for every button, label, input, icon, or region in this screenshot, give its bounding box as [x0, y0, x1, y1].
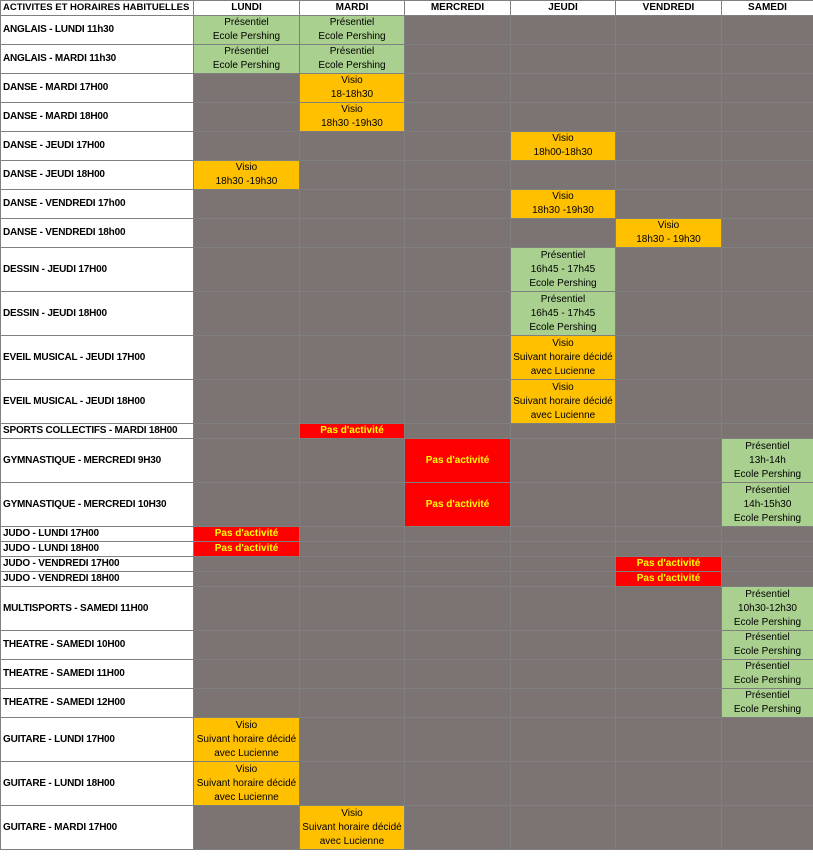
no-activity-cell — [405, 439, 511, 483]
empty-cell — [405, 660, 511, 689]
empty-cell — [722, 762, 813, 806]
cell-line: Suivant horaire décidé — [513, 351, 613, 363]
cell-line: Pas d'activité — [425, 498, 490, 510]
empty-cell — [405, 132, 511, 161]
visio-cell — [194, 161, 300, 190]
empty-cell — [511, 103, 616, 132]
cell-line: Ecole Pershing — [318, 60, 386, 71]
activity-label: ANGLAIS - MARDI 11h30 — [1, 45, 194, 74]
empty-cell — [722, 190, 813, 219]
empty-cell — [194, 572, 300, 587]
empty-cell — [300, 161, 405, 190]
empty-cell — [405, 380, 511, 424]
empty-cell — [722, 557, 813, 572]
empty-cell — [616, 483, 722, 527]
cell-line: 16h45 - 17h45 — [530, 263, 596, 275]
cell-line: avec Lucienne — [214, 747, 279, 759]
empty-cell — [194, 631, 300, 660]
cell-line: Visio — [552, 133, 574, 144]
empty-cell — [405, 190, 511, 219]
day-header-lundi: LUNDI — [194, 1, 300, 16]
activity-label: THEATRE - SAMEDI 10H00 — [1, 631, 194, 660]
empty-cell — [616, 587, 722, 631]
presentiel-cell — [722, 660, 813, 689]
empty-cell — [300, 527, 405, 542]
cell-line: Présentiel — [745, 690, 790, 701]
visio-cell — [511, 132, 616, 161]
empty-cell — [194, 103, 300, 132]
empty-cell — [405, 161, 511, 190]
table-row — [1, 527, 813, 542]
cell-line: Ecole Pershing — [212, 31, 281, 42]
cell-line: Pas d'activité — [636, 573, 701, 584]
header-row — [1, 1, 813, 16]
empty-cell — [194, 806, 300, 850]
activity-label: DESSIN - JEUDI 17H00 — [1, 248, 194, 292]
empty-cell — [616, 336, 722, 380]
empty-cell — [616, 103, 722, 132]
empty-cell — [511, 557, 616, 572]
activity-label: DESSIN - JEUDI 18H00 — [1, 292, 194, 336]
cell-line: Suivant horaire décidé — [513, 395, 613, 407]
cell-line: Présentiel — [224, 17, 269, 28]
empty-cell — [405, 557, 511, 572]
empty-cell — [722, 424, 813, 439]
empty-cell — [300, 572, 405, 587]
empty-cell — [194, 424, 300, 439]
empty-cell — [616, 631, 722, 660]
visio-cell — [511, 190, 616, 219]
empty-cell — [616, 762, 722, 806]
empty-cell — [511, 527, 616, 542]
day-header-jeudi: JEUDI — [511, 1, 616, 16]
cell-line: 16h45 - 17h45 — [530, 307, 596, 319]
visio-cell — [300, 103, 405, 132]
empty-cell — [194, 587, 300, 631]
presentiel-cell — [722, 439, 813, 483]
activity-label: GYMNASTIQUE - MERCREDI 10H30 — [1, 483, 194, 527]
header-activities: ACTIVITES ET HORAIRES HABITUELLES — [1, 1, 194, 16]
empty-cell — [722, 74, 813, 103]
empty-cell — [511, 74, 616, 103]
cell-line: Ecole Pershing — [733, 675, 802, 686]
empty-cell — [194, 439, 300, 483]
activity-label: EVEIL MUSICAL - JEUDI 18H00 — [1, 380, 194, 424]
activity-label: JUDO - LUNDI 18H00 — [1, 542, 194, 557]
empty-cell — [300, 380, 405, 424]
table-row — [1, 587, 813, 631]
empty-cell — [194, 248, 300, 292]
empty-cell — [194, 689, 300, 718]
cell-line: 18h30 - 19h30 — [636, 234, 701, 245]
activity-label: GUITARE - MARDI 17H00 — [1, 806, 194, 850]
cell-line: avec Lucienne — [214, 791, 279, 803]
empty-cell — [300, 219, 405, 248]
table-row — [1, 424, 813, 439]
day-header-mardi: MARDI — [300, 1, 405, 16]
presentiel-cell — [194, 16, 300, 45]
empty-cell — [722, 380, 813, 424]
empty-cell — [511, 587, 616, 631]
cell-line: Visio — [341, 75, 363, 86]
empty-cell — [194, 380, 300, 424]
empty-cell — [616, 292, 722, 336]
presentiel-cell — [722, 483, 813, 527]
empty-cell — [722, 718, 813, 762]
empty-cell — [511, 631, 616, 660]
cell-line: Présentiel — [745, 588, 790, 600]
visio-cell — [300, 74, 405, 103]
empty-cell — [616, 74, 722, 103]
table-row — [1, 161, 813, 190]
empty-cell — [511, 660, 616, 689]
empty-cell — [722, 806, 813, 850]
cell-line: Ecole Pershing — [733, 512, 802, 524]
empty-cell — [616, 161, 722, 190]
cell-line: 18h30 -19h30 — [532, 205, 594, 216]
day-header-vendredi: VENDREDI — [616, 1, 722, 16]
empty-cell — [300, 190, 405, 219]
empty-cell — [511, 689, 616, 718]
empty-cell — [405, 45, 511, 74]
table-row — [1, 689, 813, 718]
cell-line: Présentiel — [540, 249, 586, 261]
cell-line: Présentiel — [540, 293, 586, 305]
empty-cell — [405, 336, 511, 380]
empty-cell — [722, 132, 813, 161]
empty-cell — [511, 16, 616, 45]
activity-label: EVEIL MUSICAL - JEUDI 17H00 — [1, 336, 194, 380]
empty-cell — [616, 424, 722, 439]
cell-line: Pas d'activité — [214, 528, 279, 539]
no-activity-cell — [616, 557, 722, 572]
activity-label: GUITARE - LUNDI 18H00 — [1, 762, 194, 806]
empty-cell — [194, 557, 300, 572]
empty-cell — [722, 542, 813, 557]
empty-cell — [194, 132, 300, 161]
table-row — [1, 483, 813, 527]
cell-line: Visio — [341, 807, 363, 819]
empty-cell — [405, 806, 511, 850]
presentiel-cell — [300, 16, 405, 45]
no-activity-cell — [194, 527, 300, 542]
visio-cell — [300, 806, 405, 850]
visio-cell — [511, 336, 616, 380]
empty-cell — [722, 219, 813, 248]
empty-cell — [405, 292, 511, 336]
cell-line: avec Lucienne — [319, 835, 385, 847]
table-row — [1, 557, 813, 572]
empty-cell — [405, 424, 511, 439]
empty-cell — [616, 190, 722, 219]
visio-cell — [194, 762, 300, 806]
cell-line: Présentiel — [745, 661, 790, 672]
table-row — [1, 762, 813, 806]
cell-line: Visio — [657, 220, 680, 231]
table-row — [1, 336, 813, 380]
empty-cell — [300, 439, 405, 483]
empty-cell — [511, 806, 616, 850]
cell-line: Ecole Pershing — [733, 468, 802, 480]
table-row — [1, 439, 813, 483]
empty-cell — [405, 762, 511, 806]
empty-cell — [616, 380, 722, 424]
empty-cell — [616, 248, 722, 292]
cell-line: Pas d'activité — [636, 558, 701, 569]
empty-cell — [405, 103, 511, 132]
activity-label: DANSE - JEUDI 18H00 — [1, 161, 194, 190]
empty-cell — [300, 631, 405, 660]
activity-label: JUDO - LUNDI 17H00 — [1, 527, 194, 542]
empty-cell — [405, 219, 511, 248]
empty-cell — [300, 587, 405, 631]
cell-line: Visio — [552, 337, 574, 349]
empty-cell — [722, 161, 813, 190]
activity-label: DANSE - VENDREDI 17h00 — [1, 190, 194, 219]
day-header-samedi: SAMEDI — [722, 1, 813, 16]
empty-cell — [405, 631, 511, 660]
empty-cell — [722, 248, 813, 292]
table-row — [1, 542, 813, 557]
activity-label: JUDO - VENDREDI 18H00 — [1, 572, 194, 587]
cell-line: Ecole Pershing — [733, 646, 802, 657]
empty-cell — [194, 219, 300, 248]
table-row — [1, 572, 813, 587]
visio-cell — [616, 219, 722, 248]
table-row — [1, 16, 813, 45]
cell-line: Présentiel — [745, 440, 790, 452]
empty-cell — [300, 762, 405, 806]
cell-line: 18h30 -19h30 — [215, 176, 278, 187]
empty-cell — [616, 45, 722, 74]
cell-line: Ecole Pershing — [212, 60, 281, 71]
cell-line: Visio — [552, 191, 574, 202]
empty-cell — [300, 132, 405, 161]
empty-cell — [616, 439, 722, 483]
cell-line: Présentiel — [329, 46, 375, 57]
table-row — [1, 132, 813, 161]
empty-cell — [300, 292, 405, 336]
cell-line: Pas d'activité — [214, 543, 279, 554]
table-row — [1, 74, 813, 103]
cell-line: Visio — [235, 162, 258, 173]
cell-line: Suivant horaire décidé — [196, 733, 297, 745]
empty-cell — [300, 248, 405, 292]
empty-cell — [722, 572, 813, 587]
presentiel-cell — [194, 45, 300, 74]
empty-cell — [405, 587, 511, 631]
cell-line: Visio — [341, 104, 363, 115]
empty-cell — [300, 660, 405, 689]
empty-cell — [194, 190, 300, 219]
table-row — [1, 380, 813, 424]
empty-cell — [722, 16, 813, 45]
visio-cell — [194, 718, 300, 762]
empty-cell — [722, 103, 813, 132]
presentiel-cell — [722, 631, 813, 660]
empty-cell — [194, 660, 300, 689]
no-activity-cell — [616, 572, 722, 587]
empty-cell — [511, 572, 616, 587]
activity-label: DANSE - VENDREDI 18h00 — [1, 219, 194, 248]
empty-cell — [511, 542, 616, 557]
empty-cell — [194, 292, 300, 336]
cell-line: Ecole Pershing — [318, 31, 386, 42]
visio-cell — [511, 380, 616, 424]
empty-cell — [300, 689, 405, 718]
empty-cell — [511, 762, 616, 806]
activity-label: SPORTS COLLECTIFS - MARDI 18H00 — [1, 424, 194, 439]
cell-line: 18h30 -19h30 — [321, 118, 383, 129]
schedule-body — [1, 16, 813, 850]
activity-label: ANGLAIS - LUNDI 11h30 — [1, 16, 194, 45]
cell-line: Visio — [552, 381, 574, 393]
cell-line: Ecole Pershing — [529, 321, 597, 333]
empty-cell — [194, 483, 300, 527]
table-row — [1, 45, 813, 74]
activity-label: DANSE - JEUDI 17H00 — [1, 132, 194, 161]
cell-line: 10h30-12h30 — [738, 602, 797, 614]
activity-label: GUITARE - LUNDI 17H00 — [1, 718, 194, 762]
cell-line: 13h-14h — [749, 454, 786, 466]
activity-label: GYMNASTIQUE - MERCREDI 9H30 — [1, 439, 194, 483]
empty-cell — [300, 718, 405, 762]
empty-cell — [511, 718, 616, 762]
table-row — [1, 219, 813, 248]
empty-cell — [511, 161, 616, 190]
cell-line: Visio — [235, 719, 258, 731]
activity-label: DANSE - MARDI 17H00 — [1, 74, 194, 103]
cell-line: Ecole Pershing — [733, 616, 802, 628]
empty-cell — [511, 483, 616, 527]
empty-cell — [616, 660, 722, 689]
no-activity-cell — [300, 424, 405, 439]
table-row — [1, 190, 813, 219]
empty-cell — [300, 542, 405, 557]
empty-cell — [511, 45, 616, 74]
no-activity-cell — [194, 542, 300, 557]
empty-cell — [300, 483, 405, 527]
cell-line: 14h-15h30 — [743, 498, 792, 510]
empty-cell — [405, 689, 511, 718]
cell-line: Présentiel — [745, 484, 790, 496]
table-row — [1, 248, 813, 292]
empty-cell — [300, 336, 405, 380]
cell-line: Suivant horaire décidé — [196, 777, 297, 789]
empty-cell — [405, 718, 511, 762]
empty-cell — [511, 439, 616, 483]
empty-cell — [616, 527, 722, 542]
empty-cell — [722, 527, 813, 542]
day-header-mercredi: MERCREDI — [405, 1, 511, 16]
empty-cell — [405, 572, 511, 587]
empty-cell — [300, 557, 405, 572]
empty-cell — [405, 527, 511, 542]
cell-line: avec Lucienne — [530, 365, 596, 377]
activity-label: THEATRE - SAMEDI 11H00 — [1, 660, 194, 689]
cell-line: 18h00-18h30 — [533, 147, 593, 158]
empty-cell — [616, 689, 722, 718]
empty-cell — [722, 292, 813, 336]
empty-cell — [194, 74, 300, 103]
activity-label: MULTISPORTS - SAMEDI 11H00 — [1, 587, 194, 631]
empty-cell — [194, 336, 300, 380]
cell-line: Présentiel — [224, 46, 269, 57]
presentiel-cell — [722, 587, 813, 631]
cell-line: Pas d'activité — [425, 454, 490, 466]
cell-line: Présentiel — [745, 632, 790, 643]
empty-cell — [616, 16, 722, 45]
empty-cell — [616, 542, 722, 557]
activity-label: JUDO - VENDREDI 17H00 — [1, 557, 194, 572]
empty-cell — [722, 336, 813, 380]
table-row — [1, 103, 813, 132]
empty-cell — [405, 248, 511, 292]
presentiel-cell — [300, 45, 405, 74]
cell-line: 18-18h30 — [330, 89, 374, 100]
empty-cell — [511, 424, 616, 439]
empty-cell — [405, 542, 511, 557]
table-row — [1, 660, 813, 689]
cell-line: Visio — [235, 763, 258, 775]
activity-label: DANSE - MARDI 18H00 — [1, 103, 194, 132]
table-row — [1, 718, 813, 762]
presentiel-cell — [511, 248, 616, 292]
cell-line: Ecole Pershing — [529, 277, 597, 289]
cell-line: Suivant horaire décidé — [302, 821, 402, 833]
no-activity-cell — [405, 483, 511, 527]
activity-label: THEATRE - SAMEDI 12H00 — [1, 689, 194, 718]
table-row — [1, 806, 813, 850]
empty-cell — [722, 45, 813, 74]
empty-cell — [511, 219, 616, 248]
cell-line: Ecole Pershing — [733, 704, 802, 715]
empty-cell — [405, 74, 511, 103]
cell-line: Présentiel — [329, 17, 375, 28]
table-row — [1, 292, 813, 336]
empty-cell — [616, 806, 722, 850]
presentiel-cell — [511, 292, 616, 336]
cell-line: Pas d'activité — [320, 425, 384, 436]
empty-cell — [616, 132, 722, 161]
empty-cell — [405, 16, 511, 45]
cell-line: avec Lucienne — [530, 409, 596, 421]
empty-cell — [616, 718, 722, 762]
presentiel-cell — [722, 689, 813, 718]
table-row — [1, 631, 813, 660]
